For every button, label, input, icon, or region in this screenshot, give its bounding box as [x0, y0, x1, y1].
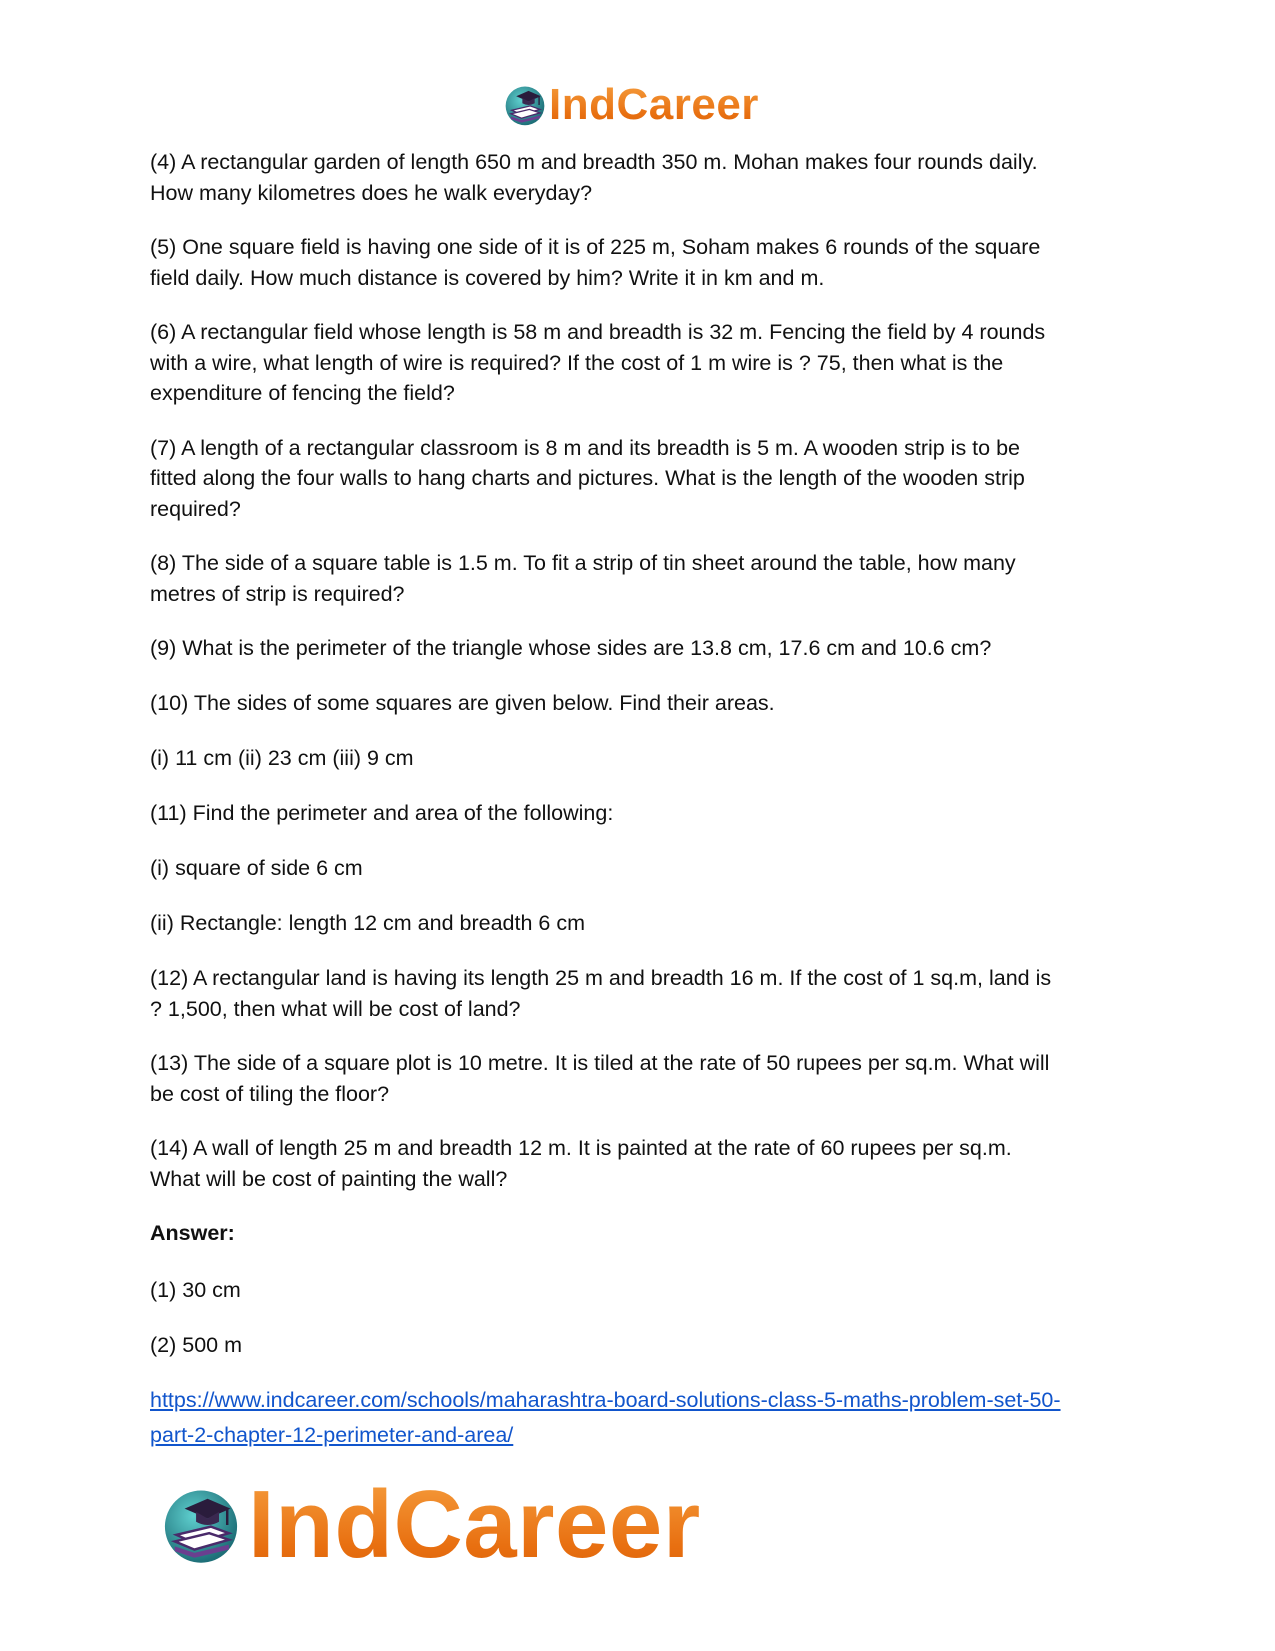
question-5: (5) One square field is having one side of it is of 225 m, Soham makes 6 rounds of the square field daily. How much distance is covered by him? Write it in km and m. — [150, 235, 1041, 290]
question-11: (11) Find the perimeter and area of the following: — [150, 801, 614, 825]
brand-name: IndCareer — [549, 80, 759, 129]
question-6: (6) A rectangular field whose length is 58 m and breadth is 32 m. Fencing the field by 4 rounds with a wire, what length of wire is required? If the cost of 1 m wire is ? 75, then what is the expenditure of fencing the field? — [150, 320, 1046, 405]
question-8: (8) The side of a square table is 1.5 m. To fit a strip of tin sheet around the table, how many metres of strip is required? — [150, 551, 1016, 606]
question-11-part-ii: (ii) Rectangle: length 12 cm and breadth 6 cm — [150, 911, 586, 935]
graduation-cap-books-globe-icon — [503, 83, 547, 127]
graduation-cap-books-globe-icon — [160, 1484, 242, 1566]
question-4: (4) A rectangular garden of length 650 m and breadth 350 m. Mohan makes four rounds daily. How many kilometres does he walk everyday? — [150, 150, 1038, 205]
document-body — [150, 147, 1130, 1453]
question-10-parts: (i) 11 cm (ii) 23 cm (iii) 9 cm — [150, 746, 414, 770]
answer-heading: Answer: — [150, 1221, 235, 1245]
question-10: (10) The sides of some squares are given below. Find their areas. — [150, 691, 775, 715]
header-logo — [503, 80, 759, 130]
question-9: (9) What is the perimeter of the triangle whose sides are 13.8 cm, 17.6 cm and 10.6 cm? — [150, 636, 992, 660]
question-12: (12) A rectangular land is having its length 25 m and breadth 16 m. If the cost of 1 sq.m, land is ? 1,500, then what will be cost of land? — [150, 966, 1052, 1021]
question-7: (7) A length of a rectangular classroom is 8 m and its breadth is 5 m. A wooden strip is to be fitted along the four walls to hang charts and pictures. What is the length of the wooden strip required? — [150, 435, 1025, 521]
source-link[interactable]: https://www.indcareer.com/schools/maharashtra-board-solutions-class-5-maths-problem-set-50- part-2-chapter-12-perimeter-and-area/ — [150, 1387, 1061, 1447]
question-13: (13) The side of a square plot is 10 metre. It is tiled at the rate of 50 rupees per sq.m. What will be cost of tiling the floor? — [150, 1051, 1050, 1106]
answer-2: (2) 500 m — [150, 1332, 243, 1357]
answer-1: (1) 30 cm — [150, 1277, 241, 1302]
brand-name: IndCareer — [248, 1471, 701, 1578]
question-14: (14) A wall of length 25 m and breadth 12 m. It is painted at the rate of 60 rupees per sq.m. What will be cost of painting the wall? — [150, 1136, 1012, 1191]
question-11-part-i: (i) square of side 6 cm — [150, 856, 363, 880]
footer-logo — [160, 1470, 701, 1580]
